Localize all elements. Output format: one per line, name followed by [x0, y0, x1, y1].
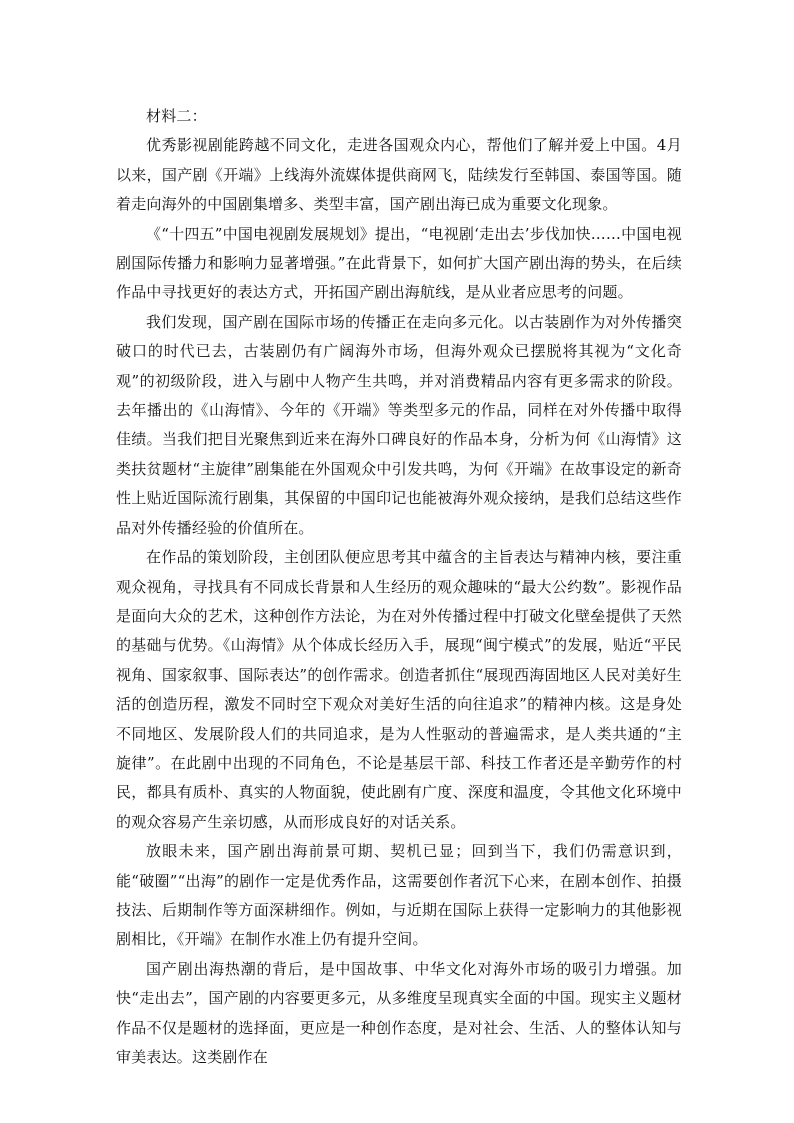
section-heading: 材料二：	[146, 107, 207, 125]
paragraph-4: 在作品的策划阶段，主创团队便应思考其中蕴含的主旨表达与精神内核，要注重观众视角，寻找具有不同成长背景和人生经历的观众趣味的“最大公约数”。影视作品是面向大众的艺术，这种创作方法论，为在对外传播过程中打破文化壁垒提供了天然的基础与优势。《山海情》从个体成长经历入手，展现“闽宁模式”的发展，贴近“平民视角、国家叙事、国际表达”的创作需求。创造者抓住“展现西海固地区人民对美好生活的创造历程，激发不同时空下观众对美好生活的向往追求”的精神内核。这是身处不同地区、发展阶段人们的共同追求，是为人性驱动的普遍需求，是人类共通的“主旋律”。在此剧中出现的不同角色，不论是基层干部、科技工作者还是辛勤劳作的村民，都具有质朴、真实的人物面貌，使此剧有广度、深度和温度，令其他文化环境中的观众容易产生亲切感，从而形成良好的对话关系。	[116, 548, 682, 831]
paragraph-1: 优秀影视剧能跨越不同文化，走进各国观众内心，帮他们了解并爱上中国。4月以来，国产剧《开端》上线海外流媒体提供商网飞，陆续发行至韩国、泰国等国。随着走向海外的中国剧集增多、类型丰富，国产剧出海已成为重要文化现象。	[116, 136, 682, 214]
paragraph-3: 我们发现，国产剧在国际市场的传播正在走向多元化。以古装剧作为对外传播突破口的时代已去，古装剧仍有广阔海外市场，但海外观众已摆脱将其视为“文化奇观”的初级阶段，进入与剧中人物产生共鸣，并对消费精品内容有更多需求的阶段。去年播出的《山海情》、今年的《开端》等类型多元的作品，同样在对外传播中取得佳绩。当我们把目光聚焦到近来在海外口碑良好的作品本身，分析为何《山海情》这类扶贫题材“主旋律”剧集能在外国观众中引发共鸣，为何《开端》在故事设定的新奇性上贴近国际流行剧集，其保留的中国印记也能被海外观众接纳，是我们总结这些作品对外传播经验的价值所在。	[116, 312, 682, 537]
paragraph-2: 《“十四五”中国电视剧发展规划》提出，“电视剧‘走出去’步伐加快……中国电视剧国际传播力和影响力显著增强。”在此背景下，如何扩大国产剧出海的势头，在后续作品中寻找更好的表达方式，开拓国产剧出海航线，是从业者应思考的问题。	[116, 224, 682, 302]
paragraph-5: 放眼未来，国产剧出海前景可期、契机已显；回到当下，我们仍需意识到，能“破圈”“出海”的剧作一定是优秀作品，这需要创作者沉下心来，在剧本创作、拍摄技法、后期制作等方面深耕细作。例如，与近期在国际上获得一定影响力的其他影视剧相比，《开端》在制作水准上仍有提升空间。	[116, 842, 682, 949]
document-body	[116, 102, 682, 1072]
paragraph-6: 国产剧出海热潮的背后，是中国故事、中华文化对海外市场的吸引力增强。加快“走出去”，国产剧的内容要更多元，从多维度呈现真实全面的中国。现实主义题材作品不仅是题材的选择面，更应是一种创作态度，是对社会、生活、人的整体认知与审美表达。这类剧作在	[116, 959, 682, 1066]
